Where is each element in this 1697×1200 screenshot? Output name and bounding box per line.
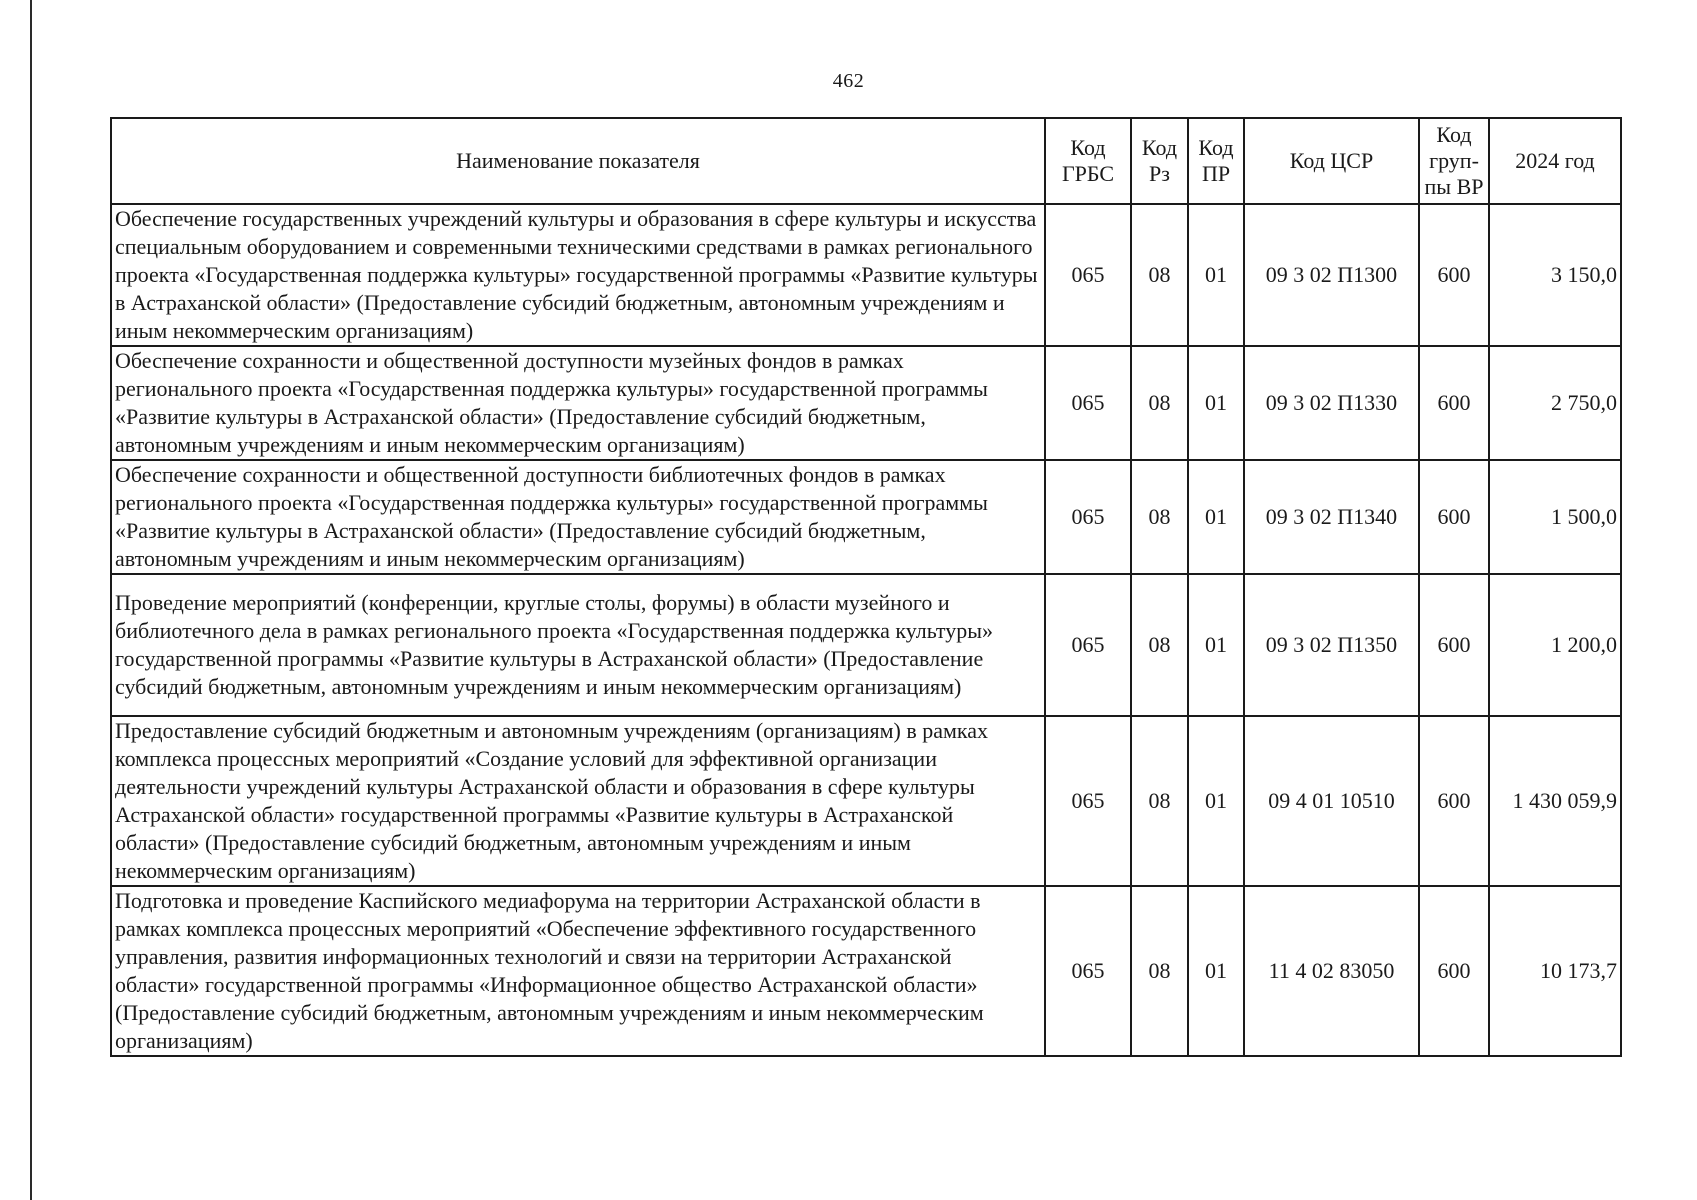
header-grbs: Код ГРБС [1045,118,1131,204]
row-csr: 09 3 02 П1300 [1244,204,1419,346]
row-amount: 1 200,0 [1489,574,1621,716]
row-name: Обеспечение сохранности и общественной доступности библиотечных фондов в рамках регионального проекта «Государственная поддержка культуры» государственной программы «Развитие культуры в Астраханской области» (Предоставление субсидий бюджетным, автономным учреждениям и иным некоммерческим организациям) [111,460,1045,574]
row-pr: 01 [1188,716,1244,886]
binding-margin-line [30,0,32,1200]
row-csr: 11 4 02 83050 [1244,886,1419,1056]
row-rz: 08 [1131,204,1188,346]
header-csr: Код ЦСР [1244,118,1419,204]
row-name: Проведение мероприятий (конференции, круглые столы, форумы) в области музейного и библиотечного дела в рамках регионального проекта «Государственная поддержка культуры» государственной программы «Развитие культуры в Астраханской области» (Предоставление субсидий бюджетным, автономным учреждениям и иным некоммерческим организациям) [111,574,1045,716]
row-vr: 600 [1419,346,1489,460]
table-header-row [111,118,1621,204]
row-name: Обеспечение сохранности и общественной доступности музейных фондов в рамках регионального проекта «Государственная поддержка культуры» государственной программы «Развитие культуры в Астраханской области» (Предоставление субсидий бюджетным, автономным учреждениям и иным некоммерческим организациям) [111,346,1045,460]
row-amount: 10 173,7 [1489,886,1621,1056]
row-grbs: 065 [1045,204,1131,346]
header-name: Наименование показателя [111,118,1045,204]
row-vr: 600 [1419,460,1489,574]
row-amount: 3 150,0 [1489,204,1621,346]
row-pr: 01 [1188,574,1244,716]
row-csr: 09 3 02 П1350 [1244,574,1419,716]
row-name: Предоставление субсидий бюджетным и автономным учреждениям (организациям) в рамках комплекса процессных мероприятий «Создание условий для эффективной организации деятельности учреждений культуры Астраханской области и образования в сфере культуры Астраханской области» государственной программы «Развитие культуры в Астраханской области» (Предоставление субсидий бюджетным, автономным учреждениям и иным некоммерческим организациям) [111,716,1045,886]
row-rz: 08 [1131,574,1188,716]
row-csr: 09 3 02 П1330 [1244,346,1419,460]
table-row [111,886,1621,1056]
header-rz: Код Рз [1131,118,1188,204]
page-number: 462 [832,70,865,92]
table-row [111,346,1621,460]
row-amount: 1 430 059,9 [1489,716,1621,886]
row-amount: 1 500,0 [1489,460,1621,574]
row-rz: 08 [1131,716,1188,886]
header-pr: Код ПР [1188,118,1244,204]
row-pr: 01 [1188,886,1244,1056]
header-vr: Код груп-пы ВР [1419,118,1489,204]
row-vr: 600 [1419,886,1489,1056]
row-pr: 01 [1188,346,1244,460]
row-csr: 09 4 01 10510 [1244,716,1419,886]
row-grbs: 065 [1045,460,1131,574]
row-vr: 600 [1419,204,1489,346]
table-row [111,716,1621,886]
row-amount: 2 750,0 [1489,346,1621,460]
row-grbs: 065 [1045,574,1131,716]
row-rz: 08 [1131,346,1188,460]
table-row [111,574,1621,716]
row-pr: 01 [1188,204,1244,346]
row-vr: 600 [1419,574,1489,716]
row-rz: 08 [1131,886,1188,1056]
row-rz: 08 [1131,460,1188,574]
row-name: Обеспечение государственных учреждений культуры и образования в сфере культуры и искусства специальным оборудованием и современными техническими средствами в рамках регионального проекта «Государственная поддержка культуры» государственной программы «Развитие культуры в Астраханской области» (Предоставление субсидий бюджетным, автономным учреждениям и иным некоммерческим организациям) [111,204,1045,346]
budget-table [110,117,1622,1057]
row-pr: 01 [1188,460,1244,574]
row-name: Подготовка и проведение Каспийского медиафорума на территории Астраханской области в рамках комплекса процессных мероприятий «Обеспечение эффективного государственного управления, развития информационных технологий и связи на территории Астраханской области» государственной программы «Информационное общество Астраханской области» (Предоставление субсидий бюджетным, автономным учреждениям и иным некоммерческим организациям) [111,886,1045,1056]
row-grbs: 065 [1045,886,1131,1056]
row-csr: 09 3 02 П1340 [1244,460,1419,574]
row-grbs: 065 [1045,346,1131,460]
header-year: 2024 год [1489,118,1621,204]
table-row [111,460,1621,574]
table-row [111,204,1621,346]
row-grbs: 065 [1045,716,1131,886]
row-vr: 600 [1419,716,1489,886]
